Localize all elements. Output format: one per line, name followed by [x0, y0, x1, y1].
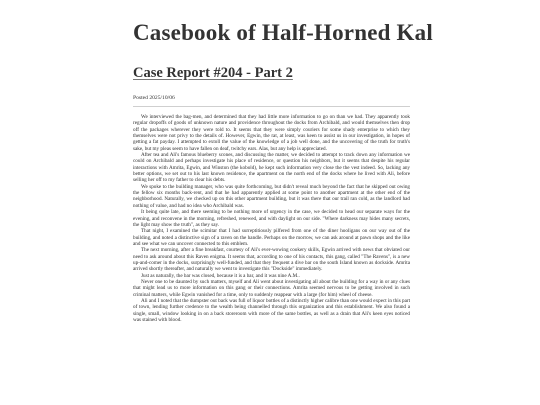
paragraph: After tea and Ali's famous blueberry scones, and discussing the matter, we decided to attempt to track down any information we could on Archibald and perhaps investigate his place of residence, or question his neighbors, but it seems that despite his regular interactions with Amrita, Egwin, and Winston (the kobold), he kept such information very close the the vest indeed. So, lacking any better options, we set out to his last known residence, the apartment on the north end of the docks where he lived with Ali, before selling her off to my father to clear his debts.	[133, 152, 410, 184]
paragraph: We spoke to the building manager, who was quite forthcoming, but didn't reveal much beyond the fact that he skipped out owing the fellow six months back-rent, and that he had apparently applied at some point to another apartment at the other end of the neighborhood. Naturally, we checked up on this other apartment building, but it was there that our trail ran cold, as the landlord had nothing of value, and had no idea who Archibald was.	[133, 183, 410, 209]
paragraph: Never one to be daunted by such matters, myself and Ali went about investigating all about the building for a way in or any clues that might lead us to more information on this gang or their connections. Amrita seemed nervous to be getting involved in such criminal matters, while Egwin vanished for a time, only to suddenly reappear with a large (for him) wheel of cheese.	[133, 278, 410, 298]
site-title[interactable]: Casebook of Half-Horned Kal	[133, 20, 433, 45]
paragraph: The next morning, after a fine breakfast, courtesy of Ali's ever-wowing cookery skills, Egwin arrived with news that obviated our need to ask around about this Raven enigma. It seems that, according to one of his contacts, this gang, called "The Ravens", is a new up-and-comer in the docks, surprisingly well-funded, and that they frequent a dive bar on the south Island known as dockside. Amrita arrived shortly thereafter, and naturally we went to investigate this "Dockside" immediately.	[133, 247, 410, 273]
paragraph: Just as naturally, the bar was closed, because it is a bar, and it was nine A.M..	[141, 272, 300, 279]
paragraph: Ali and I noted that the dumpster out back was full of liquor bottles of a distinctly higher calibre than one would expect in this part of town, lending further credence to the wealth being channelled through this organization and this establishment. We also found a single, small, window looking in on a back storeroom with more of the same bottles, as well as a drain that Ali's keen eyes noticed was stained with blood.	[133, 297, 410, 323]
paragraph: It being quite late, and there seeming to be nothing more of urgency in the case, we decided to head our separate ways for the evening, and reconvene in the morning, refreshed, renewed, and with daylight on our side. "Where darkness may hides many secrets, the light may show the truth", as they say.	[133, 209, 410, 228]
post-date: Posted 2025/10/06	[133, 95, 175, 101]
paragraph: That night, I examined the scimitar that I had surreptitiously pilfered from one of the diner hooligans on our way out of the building, and noted a distinctive sign of a raven on the handle. Perhaps on the morrow, we can ask around at pawn shops and the like and see what we can uncover connected to this emblem.	[133, 228, 410, 247]
paragraph: We interviewed the bag-men, and determined that they had little more information to go on than we had. They apparently took regular dropoffs of goods of unknown nature and providence throughout the docks from Archibald, and would themselves then drop off the packages wherever they were told to. It seems that they were simply couriers for some shady enterprise to which they themselves were not privy to the details of. However, Egwin, the rat, at least, was keen to assist us in our investigation, in hopes of getting a fat payday. I attempted to extoll the value of the knowledge of a job well done, and the uncovering of the truth for truth's sake, but my pleas seem to have fallen on deaf, twitchy ears. Alas, but any help is appreciated.	[133, 114, 410, 152]
post-title-link[interactable]: Case Report #204 - Part 2	[133, 65, 293, 81]
divider	[133, 106, 410, 107]
post-body	[133, 114, 410, 323]
